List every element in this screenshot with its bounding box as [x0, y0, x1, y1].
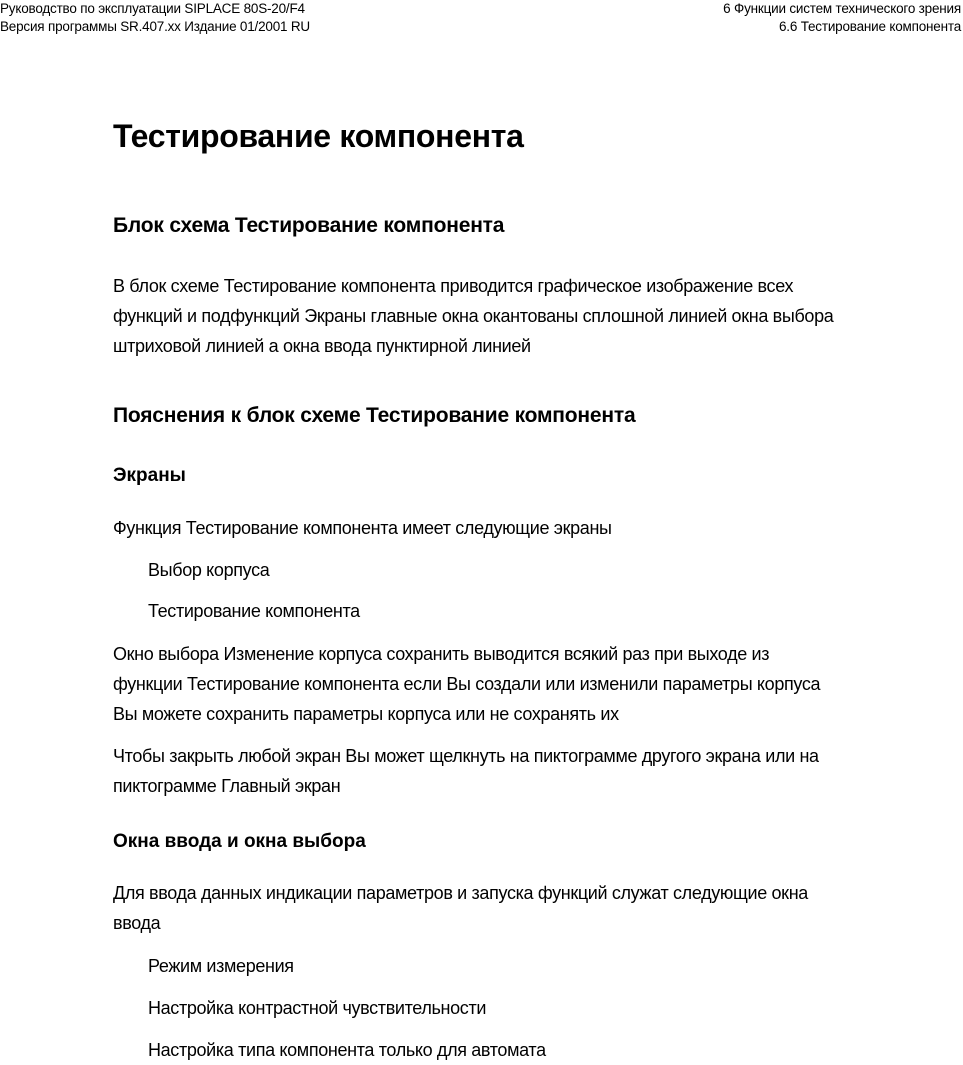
section-title: 6.6 Тестирование компонента	[778, 19, 961, 34]
list-item: Настройка контрастной чувствительности	[148, 998, 487, 1018]
section-heading-explanations: Пояснения к блок схеме Тестирование компонента	[113, 404, 636, 427]
subheading-screens: Экраны	[113, 465, 186, 486]
paragraph-line: Чтобы закрыть любой экран Вы может щелкнуть на пиктограмме другого экрана или на	[113, 746, 819, 766]
paragraph-line: Окно выбора Изменение корпуса сохранить выводится всякий раз при выходе из	[113, 644, 770, 664]
paragraph-line: штриховой линией а окна ввода пунктирной линией	[113, 336, 531, 356]
list-item: Режим измерения	[148, 956, 294, 976]
manual-title: Руководство по эксплуатации SIPLACE 80S-20/F4	[0, 1, 305, 16]
paragraph-line: Функция Тестирование компонента имеет следующие экраны	[113, 518, 612, 538]
list-item: Выбор корпуса	[148, 560, 270, 580]
paragraph-line: функций и подфункций Экраны главные окна окантованы сплошной линией окна выбора	[113, 306, 834, 326]
subheading-input-windows: Окна ввода и окна выбора	[113, 831, 366, 852]
list-item: Тестирование компонента	[148, 601, 360, 621]
page-title: Тестирование компонента	[113, 118, 524, 154]
paragraph-line: Для ввода данных индикации параметров и запуска функций служат следующие окна	[113, 883, 808, 903]
paragraph-line: функции Тестирование компонента если Вы создали или изменили параметры корпуса	[113, 674, 821, 694]
paragraph-line: пиктограмме Главный экран	[113, 776, 341, 796]
running-header-left	[0, 0, 310, 36]
list-item: Настройка типа компонента только для автомата	[148, 1040, 546, 1060]
running-header-right	[723, 0, 961, 36]
chapter-title: 6 Функции систем технического зрения	[723, 1, 961, 16]
paragraph-line: Вы можете сохранить параметры корпуса или не сохранять их	[113, 704, 619, 724]
paragraph-line: В блок схеме Тестирование компонента приводится графическое изображение всех	[113, 276, 794, 296]
manual-version: Версия программы SR.407.xx Издание 01/2001 RU	[0, 19, 310, 34]
paragraph-line: ввода	[113, 913, 161, 933]
section-heading-flowchart: Блок схема Тестирование компонента	[113, 214, 505, 237]
